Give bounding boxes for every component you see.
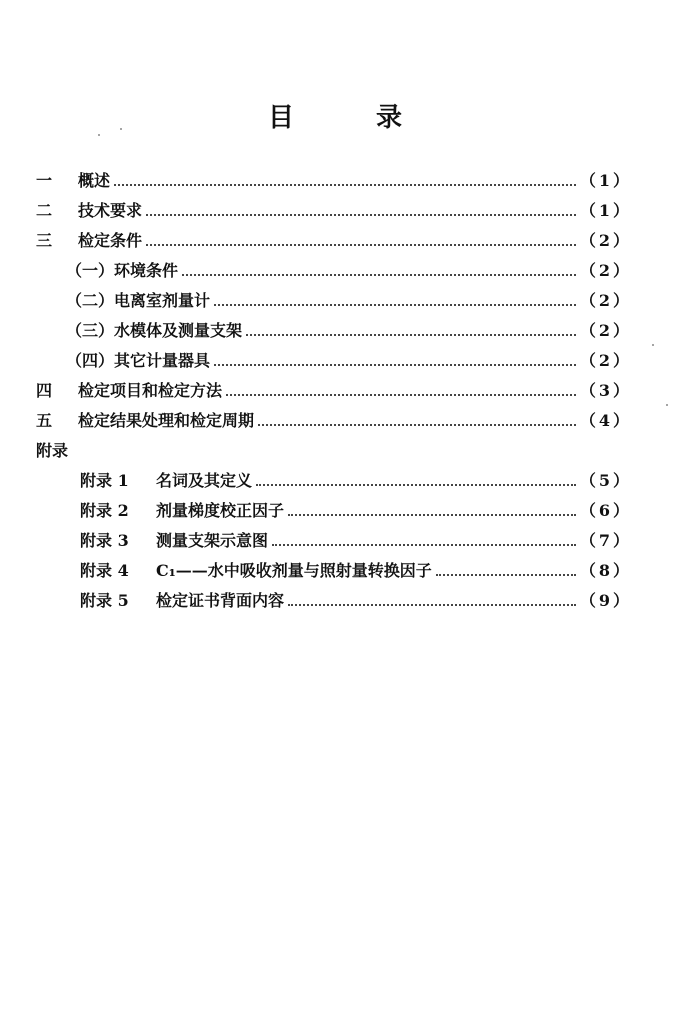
toc-entry[interactable] (36, 404, 632, 434)
toc-entry-number: 一 (36, 170, 53, 190)
toc-entry[interactable] (36, 374, 632, 404)
leader-dots (436, 568, 576, 576)
appendix-entry[interactable] (80, 584, 632, 614)
title-char-1: 目 (268, 103, 295, 133)
appendix-label: 剂量梯度校正因子 (156, 500, 285, 520)
toc-entry-number: 四 (36, 380, 53, 400)
scan-speck (98, 134, 100, 136)
toc-entry[interactable] (36, 194, 632, 224)
toc-entry-page: （2） (579, 230, 632, 250)
appendix-heading-text: 附录 (36, 440, 69, 460)
toc-entry-label: 检定条件 (78, 230, 143, 250)
leader-dots (182, 268, 576, 276)
scan-speck (652, 344, 654, 346)
leader-dots (258, 418, 576, 426)
toc-entry-label: （二）电离室剂量计 (66, 290, 211, 310)
leader-dots (114, 178, 576, 186)
appendix-page: （5） (579, 470, 632, 490)
toc-entry-number: 二 (36, 200, 53, 220)
leader-dots (288, 508, 576, 516)
leader-dots (288, 598, 576, 606)
toc-entry-number: 三 (36, 230, 53, 250)
toc-entry[interactable] (36, 224, 632, 254)
toc-entry-page: （3） (579, 380, 632, 400)
appendix-label: C₁——水中吸收剂量与照射量转换因子 (156, 560, 432, 580)
appendix-code: 附录 3 (80, 530, 129, 550)
toc-entry-page: （1） (579, 200, 632, 220)
appendix-heading (36, 434, 68, 464)
toc-subentry[interactable] (66, 314, 632, 344)
appendix-code: 附录 4 (80, 560, 129, 580)
toc-entry-number: 五 (36, 410, 53, 430)
toc-entry-label: （三）水模体及测量支架 (66, 320, 243, 340)
scan-speck (666, 404, 668, 406)
appendix-entry[interactable] (80, 554, 632, 584)
appendix-code: 附录 2 (80, 500, 129, 520)
toc-entry[interactable] (36, 164, 632, 194)
appendix-label: 名词及其定义 (156, 470, 253, 490)
toc-entry-label: 检定项目和检定方法 (78, 380, 223, 400)
title-char-2: 录 (376, 103, 403, 133)
toc-entry-page: （4） (579, 410, 632, 430)
appendix-page: （7） (579, 530, 632, 550)
leader-dots (272, 538, 576, 546)
appendix-label: 检定证书背面内容 (156, 590, 285, 610)
leader-dots (246, 328, 576, 336)
toc-subentry[interactable] (66, 254, 632, 284)
toc-entry-label: 概述 (78, 170, 111, 190)
toc-entry-page: （2） (579, 350, 632, 370)
leader-dots (256, 478, 576, 486)
leader-dots (214, 358, 576, 366)
appendix-page: （8） (579, 560, 632, 580)
appendix-page: （9） (579, 590, 632, 610)
toc-entry-page: （2） (579, 260, 632, 280)
leader-dots (146, 238, 576, 246)
appendix-label: 测量支架示意图 (156, 530, 269, 550)
toc-entry-label: 检定结果处理和检定周期 (78, 410, 255, 430)
appendix-code: 附录 1 (80, 470, 129, 490)
appendix-code: 附录 5 (80, 590, 129, 610)
toc-entry-label: 技术要求 (78, 200, 143, 220)
toc-entry-label: （四）其它计量器具 (66, 350, 211, 370)
appendix-entry[interactable] (80, 524, 632, 554)
leader-dots (226, 388, 576, 396)
appendix-page: （6） (579, 500, 632, 520)
toc-subentry[interactable] (66, 284, 632, 314)
toc-entry-page: （1） (579, 170, 632, 190)
toc-entry-label: （一）环境条件 (66, 260, 179, 280)
toc-entry-page: （2） (579, 290, 632, 310)
toc-entry-page: （2） (579, 320, 632, 340)
leader-dots (146, 208, 576, 216)
toc-subentry[interactable] (66, 344, 632, 374)
appendix-entry[interactable] (80, 494, 632, 524)
appendix-entry[interactable] (80, 464, 632, 494)
leader-dots (214, 298, 576, 306)
scan-speck (120, 128, 122, 130)
